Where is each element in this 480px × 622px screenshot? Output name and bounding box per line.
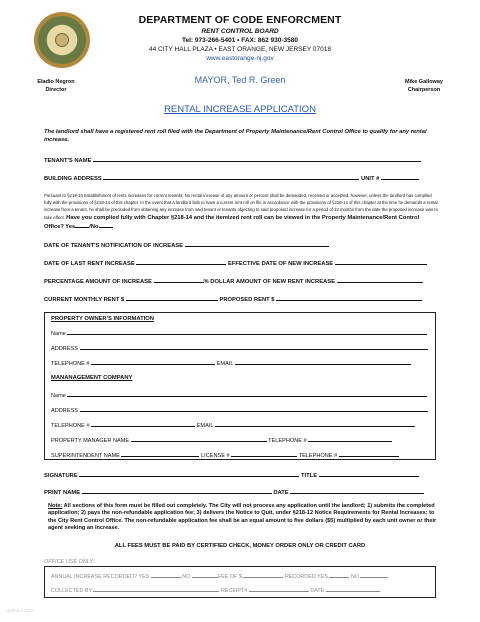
- owner-email-field[interactable]: [235, 359, 411, 365]
- owner-name-field[interactable]: [67, 329, 427, 335]
- signature-label: SIGNATURE: [44, 473, 78, 479]
- fee-label: FEE OF $: [217, 574, 242, 580]
- director-title: Director: [45, 87, 67, 93]
- office-use-box: [44, 566, 436, 598]
- super-telephone-label: TELEPHONE #: [298, 453, 338, 459]
- title-label: TITLE: [300, 473, 318, 479]
- proposed-rent-label: PROPOSED RENT $: [219, 297, 275, 303]
- title-field[interactable]: [319, 471, 419, 477]
- owner-telephone-label: TELEPHONE #: [51, 361, 90, 367]
- dollar-amount-label: DOLLAR AMOUNT OF NEW RENT INCREASE: [210, 279, 336, 285]
- owner-telephone-field[interactable]: [91, 359, 215, 365]
- management-heading: MANANAGEMENT COMPANY: [51, 375, 133, 381]
- print-name-label: PRINT NAME: [44, 490, 81, 496]
- no-field[interactable]: [99, 222, 113, 228]
- fee-field[interactable]: [243, 572, 283, 578]
- rent-row: [44, 295, 422, 303]
- mgmt-telephone-label: TELEPHONE #: [51, 423, 90, 429]
- compliance-question: Have you complied fully with Chapter §218-14 and the itemized rent roll can be viewed in the Property Maintenance/Rent Control Office?: [44, 214, 420, 230]
- mayor-name: MAYOR, Ted R. Green: [194, 75, 286, 85]
- building-address-row: [44, 174, 419, 182]
- annual-increase-label: ANNUAL INCREASE RECORDED? YES: [51, 574, 150, 580]
- print-name-row: [44, 488, 424, 496]
- super-telephone-field[interactable]: [339, 451, 399, 457]
- owner-name-row: [51, 329, 427, 337]
- tenant-name-label: TENANT'S NAME: [44, 158, 92, 164]
- office-row-1: [51, 572, 388, 580]
- last-increase-field[interactable]: [136, 259, 226, 265]
- owner-address-label: ADDRESS: [51, 346, 79, 352]
- mgmt-email-label: EMAIL: [196, 423, 214, 429]
- recorded-label: RECORDED YES: [284, 574, 328, 580]
- effective-date-field[interactable]: [335, 259, 427, 265]
- office-address: 44 CITY HALL PLAZA • EAST ORANGE, NEW JERSEY 07018: [149, 46, 331, 53]
- unit-label: UNIT #: [361, 176, 380, 182]
- office-date-field[interactable]: [326, 586, 380, 592]
- office-row-2: [51, 586, 380, 594]
- owner-email-label: EMAIL: [216, 361, 234, 367]
- percentage-field[interactable]: [154, 277, 204, 283]
- notification-date-label: DATE OF TENANT'S NOTIFICATION OF INCREASE: [44, 243, 183, 249]
- owner-name-label: Name: [51, 331, 66, 337]
- updated-stamp: Updated 2017: [6, 608, 35, 613]
- note-text: All sections of this form must be filled out completely. The City will not process any application until the landlord; 1) submits the completed application; 2) pays the non-refundable application fee; 3) delivers the Notice to Quit, under §218-12 Notice Requirements for Rental Increases; to the City Rent Control Office. The non-refundable application fee shall be an equal amount to five dollars ($5) multiplied by each unit owner or their agent seeking an increase.: [48, 503, 437, 532]
- unit-field[interactable]: [381, 174, 419, 180]
- tenant-name-row: [44, 156, 421, 164]
- chairperson-block: [392, 78, 456, 94]
- superintendent-label: SUPERINTENDENT NAME: [51, 453, 120, 459]
- proposed-rent-field[interactable]: [276, 295, 422, 301]
- date-field[interactable]: [290, 488, 424, 494]
- chairperson-title: Chairperson: [407, 87, 441, 93]
- office-use-label: OFFICE USE ONLY:: [44, 559, 95, 565]
- department-title: DEPARTMENT OF CODE ENFORCMENT: [138, 14, 342, 26]
- superintendent-row: [51, 451, 399, 459]
- date-label: DATE: [273, 490, 289, 496]
- effective-date-label: EFFECTIVE DATE OF NEW INCREASE: [227, 261, 334, 267]
- director-name: Eladio Negron: [37, 79, 75, 85]
- current-rent-field[interactable]: [126, 295, 218, 301]
- mgmt-telephone-field[interactable]: [91, 421, 195, 427]
- fees-notice: ALL FEES MUST BE PAID BY CERTIFIED CHECK, MONEY ORDER ONLY OR CREDIT CARD: [114, 543, 366, 549]
- property-manager-field[interactable]: [131, 436, 267, 442]
- form-title: RENTAL INCREASE APPLICATION: [164, 104, 316, 115]
- legal-text: Pursuant to §218-10 Establishment of rents increases for current tenants; No rental increase of any amount or percent shall be demanded, received or accepted, however, unless the landlord has complied fully with the provisions of §218-14 of this chapter. In the event that a landlord fails to have a current rent roll on file in accordance with the provisions of §218-14 of this chapter at the time he demands a rental increase from a tenant, he shall be precluded from obtaining any increase from said tenant or tenants objecting to said proposed increase for a period of 12 months from the date the proposed increase was to take effect.: [44, 193, 438, 220]
- mgmt-name-label: Name: [51, 393, 66, 399]
- owner-address-field[interactable]: [80, 344, 428, 350]
- collected-by-field[interactable]: [93, 586, 219, 592]
- mgmt-contact-row: [51, 421, 415, 429]
- percentage-label: PERCENTAGE AMOUNT OF INCREASE: [44, 279, 152, 285]
- dollar-amount-field[interactable]: [337, 277, 423, 283]
- increase-dates-row: [44, 259, 427, 267]
- note-label: Note:: [48, 503, 63, 509]
- owner-management-box: [44, 312, 436, 460]
- phone-fax: Tel: 973-266-5401 • FAX: 862 930-3580: [182, 37, 298, 44]
- recorded-no-field[interactable]: [360, 572, 388, 578]
- collected-by-label: COLLECTED BY: [51, 588, 92, 594]
- building-address-field[interactable]: [103, 174, 359, 180]
- amounts-row: [44, 277, 423, 285]
- board-name: RENT CONTROL BOARD: [201, 28, 279, 35]
- chairperson-name: Mike Galloway: [405, 79, 443, 85]
- owner-address-row: [51, 344, 428, 352]
- office-date-label: DATE: [310, 588, 325, 594]
- note-block: [48, 503, 438, 533]
- mgmt-email-field[interactable]: [215, 421, 415, 427]
- superintendent-field[interactable]: [121, 451, 199, 457]
- tenant-name-field[interactable]: [93, 156, 421, 162]
- license-field[interactable]: [231, 451, 297, 457]
- signature-field[interactable]: [79, 471, 299, 477]
- annual-no-field[interactable]: [192, 572, 218, 578]
- mgmt-address-field[interactable]: [80, 406, 428, 412]
- mgmt-name-field[interactable]: [67, 391, 427, 397]
- notification-date-field[interactable]: [185, 241, 329, 247]
- percent-sign: %: [203, 279, 209, 285]
- website-link[interactable]: www.eastorange-nj.gov: [206, 55, 274, 62]
- notification-date-row: [44, 241, 329, 249]
- yes-field[interactable]: [75, 222, 89, 228]
- annual-yes-field[interactable]: [151, 572, 181, 578]
- mgmt-address-row: [51, 406, 428, 414]
- current-rent-label: CURRENT MONTHLY RENT $: [44, 297, 125, 303]
- receipt-label: RECEIPT#: [220, 588, 248, 594]
- property-manager-label: PROPERTY MANAGER NAME: [51, 438, 130, 444]
- last-increase-label: DATE OF LAST RENT INCREASE: [44, 261, 135, 267]
- no-label: /No: [89, 223, 99, 230]
- manager-row: [51, 436, 392, 444]
- yes-label: Yes: [65, 223, 76, 230]
- receipt-field[interactable]: [249, 586, 309, 592]
- legal-text-block: [44, 192, 440, 231]
- print-name-field[interactable]: [82, 488, 272, 494]
- mgmt-address-label: ADDRESS: [51, 408, 79, 414]
- owner-heading: PROPERTY OWNER'S INFORMATION: [51, 316, 154, 322]
- manager-telephone-label: TELEPHONE #: [268, 438, 307, 444]
- mgmt-name-row: [51, 391, 427, 399]
- annual-no-label: NO: [182, 574, 191, 580]
- license-label: LICENSE #: [201, 453, 230, 459]
- intro-text: The landlord shall have a registered rent roll filed with the Department of Property Maintenance/Rent Control Office to qualify for any rental increase.: [44, 129, 427, 143]
- recorded-yes-field[interactable]: [329, 572, 349, 578]
- manager-telephone-field[interactable]: [308, 436, 392, 442]
- recorded-no-label: NO: [350, 574, 359, 580]
- building-address-label: BUILDING ADDRESS: [44, 176, 102, 182]
- owner-contact-row: [51, 359, 411, 367]
- signature-row: [44, 471, 419, 479]
